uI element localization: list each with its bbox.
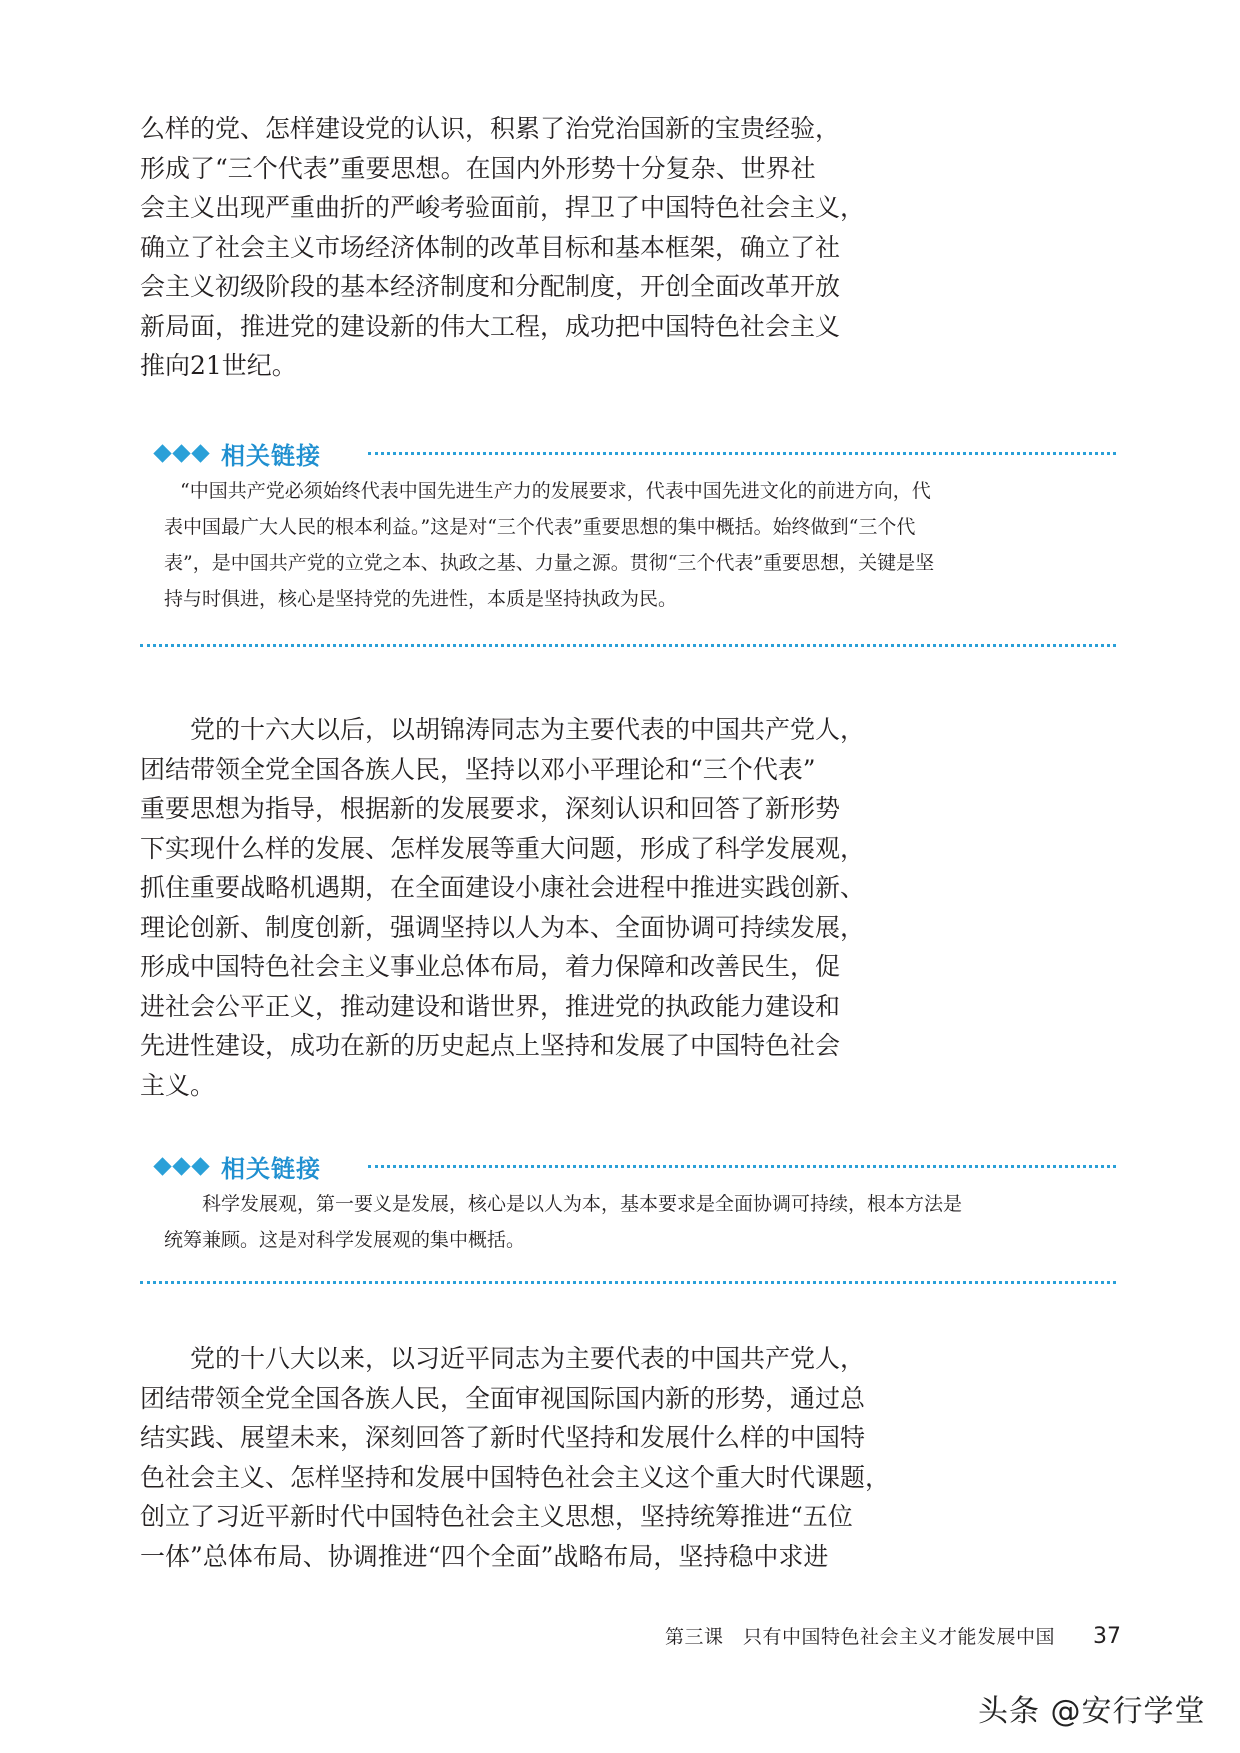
paragraph-line: 形成了“三个代表”重要思想。在国内外形势十分复杂、世界社: [140, 153, 816, 183]
paragraph-line: 一体”总体布局、协调推进“四个全面”战略布局，坚持稳中求进: [140, 1541, 829, 1571]
header-dotted-divider: [368, 1165, 1116, 1168]
paragraph-line: 推向21世纪。: [140, 351, 297, 380]
related-link-text: [164, 473, 1084, 617]
paragraph-line: 团结带领全党全国各族人民，全面审视国际国内新的形势，通过总: [140, 1383, 866, 1413]
paragraph-line: 创立了习近平新时代中国特色社会主义思想，坚持统筹推进“五位: [140, 1502, 853, 1531]
related-link-header: [156, 435, 321, 471]
paragraph-line: 形成中国特色社会主义事业总体布局，着力保障和改善民生，促: [140, 952, 841, 981]
paragraph-line: 下实现什么样的发展、怎样发展等重大问题，形成了科学发展观，: [140, 833, 866, 863]
diamond-bullets-icon: [156, 447, 207, 460]
paragraph-line: 结实践、展望未来，深刻回答了新时代坚持和发展什么样的中国特: [140, 1423, 866, 1452]
paragraph-2: [140, 710, 870, 1105]
header-dotted-divider: [368, 452, 1116, 455]
paragraph-line: 色社会主义、怎样坚持和发展中国特色社会主义这个重大时代课题，: [140, 1462, 891, 1492]
related-link-line: 统筹兼顾。这是对科学发展观的集中概括。: [164, 1229, 526, 1251]
paragraph-line: 么样的党、怎样建设党的认识，积累了治党治国新的宝贵经验，: [140, 114, 841, 143]
paragraph-line: 团结带领全党全国各族人民，坚持以邓小平理论和“三个代表”: [140, 754, 816, 784]
paragraph-3: [140, 1339, 891, 1576]
paragraph-line: 先进性建设，成功在新的历史起点上坚持和发展了中国特色社会: [140, 1031, 841, 1060]
paragraph-line: 会主义初级阶段的基本经济制度和分配制度，开创全面改革开放: [140, 272, 841, 301]
watermark: 头条 @安行学堂: [978, 1694, 1206, 1729]
related-link-line: 表”，是中国共产党的立党之本、执政之基、力量之源。贯彻“三个代表”重要思想，关键是坚: [164, 552, 935, 574]
page-footer: [665, 1622, 1121, 1649]
paragraph-line: 重要思想为指导，根据新的发展要求，深刻认识和回答了新形势: [140, 794, 841, 823]
paragraph-1: [140, 109, 870, 386]
related-link-line: 科学发展观，第一要义是发展，核心是以人为本，基本要求是全面协调可持续，根本方法是: [202, 1193, 963, 1215]
paragraph-line: 抓住重要战略机遇期，在全面建设小康社会进程中推进实践创新、: [140, 873, 866, 902]
paragraph-line: 会主义出现严重曲折的严峻考验面前，捍卫了中国特色社会主义，: [140, 193, 866, 222]
paragraph-line: 党的十八大以来，以习近平同志为主要代表的中国共产党人，: [190, 1344, 866, 1373]
related-link-line: “中国共产党必须始终代表中国先进生产力的发展要求，代表中国先进文化的前进方向，代: [180, 480, 931, 502]
paragraph-line: 党的十六大以后，以胡锦涛同志为主要代表的中国共产党人，: [190, 715, 866, 744]
paragraph-line: 确立了社会主义市场经济体制的改革目标和基本框架，确立了社: [140, 232, 841, 262]
related-link-line: 持与时俱进，核心是坚持党的先进性，本质是坚持执政为民。: [164, 588, 678, 610]
related-link-title: 相关链接: [221, 441, 321, 470]
diamond-bullets-icon: [156, 1160, 207, 1173]
paragraph-line: 新局面，推进党的建设新的伟大工程，成功把中国特色社会主义: [140, 311, 841, 341]
related-link-header: [156, 1148, 321, 1184]
related-link-box-1: [140, 435, 1120, 650]
footer-dotted-divider: [140, 644, 1116, 647]
paragraph-line: 理论创新、制度创新，强调坚持以人为本、全面协调可持续发展，: [140, 912, 866, 942]
paragraph-line: 进社会公平正义，推动建设和谐世界，推进党的执政能力建设和: [140, 991, 841, 1021]
chapter-title: 第三课 只有中国特色社会主义才能发展中国: [665, 1626, 1056, 1648]
related-link-text: [164, 1186, 1084, 1258]
related-link-title: 相关链接: [221, 1154, 321, 1183]
paragraph-line: 主义。: [140, 1070, 216, 1100]
related-link-box-2: [140, 1148, 1120, 1288]
footer-dotted-divider: [140, 1281, 1116, 1284]
related-link-line: 表中国最广大人民的根本利益。”这是对“三个代表”重要思想的集中概括。始终做到“三个代: [164, 516, 916, 538]
page-number: 37: [1093, 1624, 1122, 1649]
